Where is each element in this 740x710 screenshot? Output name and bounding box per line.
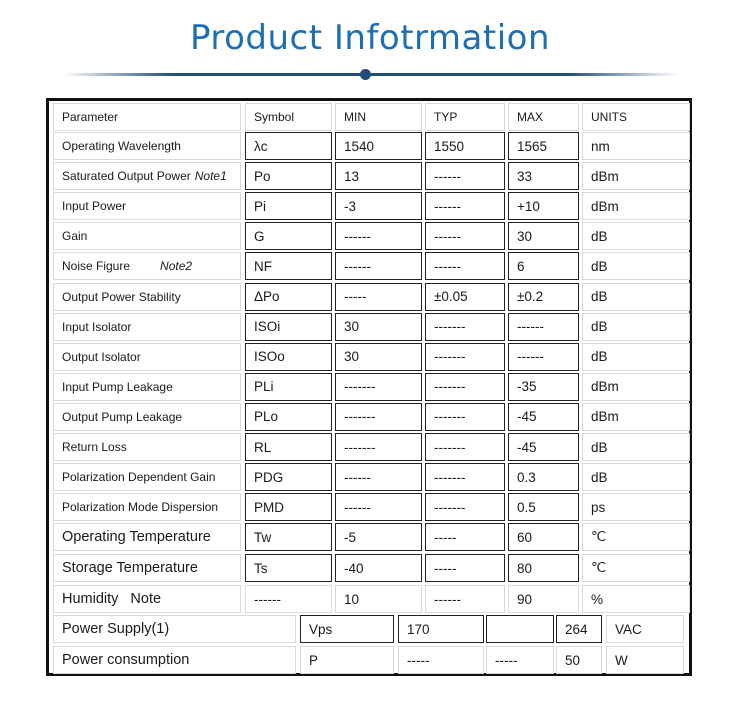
cell-typ-text: ------- <box>434 319 466 335</box>
cell-parameter <box>53 343 241 371</box>
cell-symbol <box>245 523 332 551</box>
table-row <box>53 313 693 341</box>
cell-symbol-text: PDG <box>254 469 284 485</box>
cell-min-text: 30 <box>344 319 360 335</box>
cell-typ <box>425 433 505 461</box>
cell-parameter <box>53 252 241 280</box>
cell-max-text: -45 <box>517 439 537 455</box>
cell-symbol-text: ------ <box>254 591 281 607</box>
cell-max <box>508 313 579 341</box>
cell-max-text: 1565 <box>517 138 548 154</box>
cell-parameter <box>53 463 241 491</box>
table-row-humidity <box>53 585 693 613</box>
header-units <box>582 103 690 131</box>
header-min <box>335 103 422 131</box>
header-typ-text: TYP <box>434 110 458 124</box>
table-row <box>53 162 693 190</box>
cell-max <box>508 554 579 582</box>
header-symbol-text: Symbol <box>254 110 295 124</box>
cell-symbol-text: G <box>254 228 265 244</box>
cell-units-text: nm <box>591 138 610 154</box>
cell-typ <box>486 646 554 674</box>
cell-symbol <box>300 646 394 674</box>
cell-max <box>508 433 579 461</box>
cell-parameter <box>53 313 241 341</box>
header-max-text: MAX <box>517 110 544 124</box>
cell-parameter <box>53 162 241 190</box>
cell-min <box>335 192 422 220</box>
cell-symbol-text: λc <box>254 138 268 154</box>
cell-units-text: dBm <box>591 198 619 214</box>
cell-units-text: ℃ <box>591 529 607 544</box>
cell-typ <box>425 463 505 491</box>
cell-symbol <box>245 313 332 341</box>
cell-min-text: ----- <box>344 289 367 304</box>
divider-dot <box>360 69 371 80</box>
cell-min <box>398 615 484 643</box>
cell-symbol <box>245 283 332 311</box>
table-row <box>53 343 693 371</box>
cell-parameter-text: Input Isolator <box>62 319 132 334</box>
table-row <box>53 283 693 311</box>
cell-parameter-text: Input Power <box>62 199 127 214</box>
spec-table <box>46 98 692 676</box>
cell-units <box>582 192 690 220</box>
cell-max-text: 90 <box>517 591 533 607</box>
cell-max <box>508 585 579 613</box>
note-label: Note1 <box>194 169 227 184</box>
cell-units-text: dB <box>591 349 608 365</box>
cell-parameter <box>53 132 241 160</box>
cell-symbol-text: PLo <box>254 409 279 425</box>
cell-max-text: 80 <box>517 560 533 576</box>
cell-symbol-text: PLi <box>254 379 274 395</box>
cell-typ <box>425 493 505 521</box>
cell-min <box>335 343 422 371</box>
cell-symbol <box>245 373 332 401</box>
cell-units-text: dB <box>591 228 608 244</box>
cell-units <box>582 313 690 341</box>
cell-min-text: -3 <box>344 198 357 214</box>
cell-typ <box>425 403 505 431</box>
cell-symbol-text: Pi <box>254 198 267 214</box>
cell-symbol-text: NF <box>254 258 272 274</box>
cell-symbol-text: Ts <box>254 560 268 576</box>
cell-units <box>582 373 690 401</box>
cell-symbol <box>245 433 332 461</box>
cell-units <box>582 493 690 521</box>
cell-units <box>582 403 690 431</box>
cell-min-text: ------ <box>344 258 371 274</box>
cell-units-text: W <box>615 652 628 668</box>
cell-symbol <box>245 252 332 280</box>
cell-units-text: dB <box>591 319 608 335</box>
table-row <box>53 222 693 250</box>
cell-max <box>508 403 579 431</box>
cell-min-text: 1540 <box>344 138 375 154</box>
cell-symbol <box>245 343 332 371</box>
cell-typ <box>425 554 505 582</box>
cell-min <box>335 132 422 160</box>
cell-max <box>508 463 579 491</box>
cell-typ <box>425 132 505 160</box>
table-row <box>53 132 693 160</box>
cell-min <box>335 463 422 491</box>
cell-min <box>335 403 422 431</box>
table-header-row <box>53 103 693 131</box>
cell-typ-text: ------ <box>434 258 461 274</box>
cell-parameter-text: Saturated Output Power <box>62 169 191 184</box>
cell-symbol-text: RL <box>254 439 272 455</box>
cell-parameter <box>53 615 296 643</box>
cell-typ-text: ------- <box>434 379 466 395</box>
cell-units <box>582 554 690 582</box>
cell-min-text: ------- <box>344 379 376 395</box>
header-parameter <box>53 103 241 131</box>
cell-max <box>556 646 602 674</box>
cell-parameter <box>53 585 241 613</box>
cell-symbol <box>245 222 332 250</box>
cell-parameter-text: Humidity <box>62 591 119 607</box>
cell-units <box>582 283 690 311</box>
table-row <box>53 433 693 461</box>
cell-parameter-text: Output Isolator <box>62 349 141 364</box>
cell-units <box>582 585 690 613</box>
cell-typ <box>425 192 505 220</box>
cell-typ-text: ----- <box>434 560 457 576</box>
cell-symbol-text: ISOo <box>254 349 285 365</box>
cell-symbol-text: Po <box>254 168 271 184</box>
cell-max <box>508 493 579 521</box>
cell-typ-text: ------- <box>434 499 466 515</box>
cell-typ-text: ------- <box>434 409 466 425</box>
cell-min <box>335 373 422 401</box>
table-row <box>53 252 693 280</box>
cell-typ-text: ----- <box>434 529 457 545</box>
cell-parameter <box>53 433 241 461</box>
cell-typ-text: 1550 <box>434 138 465 154</box>
cell-parameter-text: Power consumption <box>62 652 190 668</box>
cell-units <box>606 646 684 674</box>
cell-min-text: ------- <box>344 409 376 425</box>
cell-units-text: dBm <box>591 409 619 425</box>
cell-min-text: ------ <box>344 469 371 485</box>
cell-min-text: -5 <box>344 529 357 545</box>
cell-symbol <box>245 403 332 431</box>
cell-symbol <box>245 162 332 190</box>
cell-symbol-text: ISOi <box>254 319 281 335</box>
cell-parameter-text: Output Pump Leakage <box>62 409 183 424</box>
cell-symbol <box>245 463 332 491</box>
table-row <box>53 403 693 431</box>
cell-parameter-text: Operating Wavelength <box>62 139 181 153</box>
cell-max <box>508 373 579 401</box>
cell-symbol-text: Tw <box>254 529 272 545</box>
cell-parameter <box>53 192 241 220</box>
cell-symbol-text: ΔPo <box>254 289 280 304</box>
cell-typ-text: ------ <box>434 168 461 184</box>
cell-max <box>508 343 579 371</box>
cell-units <box>582 523 690 551</box>
cell-units <box>582 343 690 371</box>
cell-typ-text: ±0.05 <box>434 289 468 304</box>
cell-typ <box>425 585 505 613</box>
cell-units <box>582 252 690 280</box>
header-units-text: UNITS <box>591 110 627 124</box>
cell-max-text: ------ <box>517 319 544 335</box>
cell-typ <box>425 523 505 551</box>
cell-min <box>335 252 422 280</box>
cell-units <box>606 615 684 643</box>
header-parameter-text: Parameter <box>62 110 119 124</box>
cell-units-text: dBm <box>591 168 619 184</box>
cell-max <box>508 222 579 250</box>
cell-typ-text: ------ <box>434 228 461 244</box>
cell-typ <box>425 343 505 371</box>
cell-parameter <box>53 646 296 674</box>
cell-parameter-text: Return Loss <box>62 440 127 454</box>
cell-units-text: dB <box>591 289 608 304</box>
cell-parameter-text: Noise Figure <box>62 259 131 274</box>
cell-min-text: 30 <box>344 349 360 365</box>
cell-min-text: ----- <box>407 652 430 668</box>
cell-typ-text: ------ <box>434 198 461 214</box>
cell-min-text: ------ <box>344 499 371 515</box>
cell-min-text: -40 <box>344 560 364 576</box>
cell-max-text: 264 <box>565 621 588 637</box>
cell-typ <box>425 373 505 401</box>
cell-max <box>508 132 579 160</box>
cell-typ <box>486 615 554 643</box>
page-title: Product Infotrmation <box>189 18 551 58</box>
table-row-power-consumption <box>53 646 693 674</box>
cell-min-text: ------- <box>344 439 376 455</box>
cell-symbol <box>245 585 332 613</box>
cell-units-text: VAC <box>615 621 642 637</box>
cell-units-text: dB <box>591 469 608 485</box>
cell-max <box>508 252 579 280</box>
cell-min-text: 13 <box>344 168 360 184</box>
cell-symbol <box>245 192 332 220</box>
cell-units <box>582 132 690 160</box>
cell-parameter-text: Storage Temperature <box>62 560 198 576</box>
cell-max-text: 30 <box>517 228 533 244</box>
cell-parameter <box>53 222 241 250</box>
cell-max-text: ------ <box>517 349 544 365</box>
table-row <box>53 493 693 521</box>
table-row <box>53 463 693 491</box>
cell-max <box>508 283 579 311</box>
cell-max-text: 50 <box>565 652 581 668</box>
cell-symbol <box>245 132 332 160</box>
cell-max-text: +10 <box>517 198 540 214</box>
cell-min-text: ------ <box>344 228 371 244</box>
cell-units-text: ℃ <box>591 560 607 575</box>
cell-min-text: 170 <box>407 621 430 637</box>
cell-units <box>582 433 690 461</box>
cell-typ-text: ------- <box>434 349 466 365</box>
cell-parameter-text: Power Supply(1) <box>62 621 170 637</box>
cell-parameter <box>53 373 241 401</box>
table-row <box>53 523 693 551</box>
cell-max-text: -45 <box>517 409 537 425</box>
cell-max-text: -35 <box>517 379 537 395</box>
note-label: Note2 <box>160 259 193 274</box>
cell-typ <box>425 313 505 341</box>
cell-parameter-text: Polarization Mode Dispersion <box>62 500 219 515</box>
cell-typ <box>425 162 505 190</box>
cell-parameter <box>53 554 241 582</box>
cell-units-text: dB <box>591 258 608 274</box>
table-row <box>53 373 693 401</box>
cell-typ-text: ----- <box>495 652 518 668</box>
cell-min <box>335 313 422 341</box>
cell-parameter <box>53 283 241 311</box>
cell-parameter-text: Gain <box>62 229 88 244</box>
cell-symbol <box>245 493 332 521</box>
cell-parameter <box>53 493 241 521</box>
cell-typ <box>425 252 505 280</box>
cell-parameter-text: Output Power Stability <box>62 289 181 304</box>
cell-units-text: % <box>591 591 604 607</box>
cell-symbol-text: PMD <box>254 499 284 515</box>
header-max <box>508 103 579 131</box>
cell-min <box>335 162 422 190</box>
cell-units-text: dBm <box>591 379 619 395</box>
cell-units <box>582 162 690 190</box>
cell-min <box>335 433 422 461</box>
cell-typ-text: ------- <box>434 439 466 455</box>
cell-typ <box>425 283 505 311</box>
cell-units-text: ps <box>591 499 606 515</box>
cell-min <box>335 493 422 521</box>
header-symbol <box>245 103 332 131</box>
cell-typ <box>425 222 505 250</box>
cell-min <box>335 523 422 551</box>
table-row <box>53 554 693 582</box>
cell-max <box>556 615 602 643</box>
cell-symbol <box>300 615 394 643</box>
cell-max-text: 33 <box>517 168 533 184</box>
cell-min <box>398 646 484 674</box>
cell-parameter-text: Polarization Dependent Gain <box>62 470 216 485</box>
cell-units <box>582 222 690 250</box>
cell-parameter-text: Input Pump Leakage <box>62 379 173 394</box>
cell-max-text: ±0.2 <box>517 289 544 304</box>
cell-min <box>335 283 422 311</box>
cell-parameter <box>53 523 241 551</box>
cell-max-text: 0.3 <box>517 469 536 485</box>
cell-max <box>508 162 579 190</box>
cell-max-text: 6 <box>517 258 525 274</box>
cell-min-text: 10 <box>344 591 360 607</box>
cell-typ-text: ------- <box>434 469 466 485</box>
cell-typ-text: ------ <box>434 591 461 607</box>
cell-parameter-text: Operating Temperature <box>62 529 211 545</box>
table-row-power-supply <box>53 615 693 643</box>
cell-parameter <box>53 403 241 431</box>
cell-max-text: 0.5 <box>517 499 536 515</box>
cell-symbol <box>245 554 332 582</box>
header-min-text: MIN <box>344 110 366 124</box>
cell-max <box>508 192 579 220</box>
header-typ <box>425 103 505 131</box>
cell-symbol-text: P <box>309 652 319 668</box>
table-row <box>53 192 693 220</box>
cell-units-text: dB <box>591 439 608 455</box>
cell-min <box>335 554 422 582</box>
cell-units <box>582 463 690 491</box>
cell-min <box>335 222 422 250</box>
cell-symbol-text: Vps <box>309 621 333 637</box>
cell-min <box>335 585 422 613</box>
cell-max <box>508 523 579 551</box>
cell-max-text: 60 <box>517 529 533 545</box>
note-label: Note <box>130 591 162 607</box>
